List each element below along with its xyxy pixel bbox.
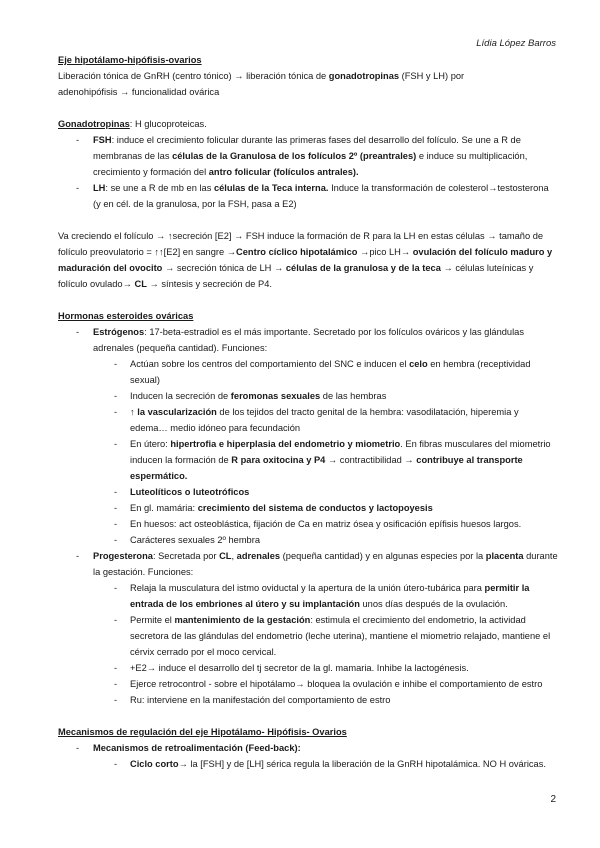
text-run: de las hembras [320, 391, 387, 401]
text-run: → la [FSH] y de [LH] sérica regula la liberación de la GnRH hipotalámica. NO H ováricas. [178, 759, 546, 769]
heading-gonadotropinas: Gonadotropinas [58, 119, 130, 129]
text-run: Induce la transformación de colesterol→testosterona (y en cél. de la granulosa, por la FSH, pasa a E2) [93, 183, 549, 209]
list-item-progesterona-f4: - Ejerce retrocontrol - sobre el hipotálamo→ bloquea la ovulación e inhibe el comportamiento de estro [114, 679, 543, 689]
bold-term: Centro cíclico hipotalámico [236, 247, 358, 257]
text-run: : estimula el crecimiento del endometrio, la actividad secretora de las glándulas del endometrio (leche uterina), mantiene el miometrio relajado, mantiene el cérvix cerrado por el moco cervical. [130, 615, 551, 657]
bold-term: CL [219, 551, 232, 561]
list-item-ciclo-corto: - Ciclo corto→ la [FSH] y de [LH] sérica regula la liberación de la GnRH hipotalámica. NO H ováricas. [114, 759, 546, 769]
list-item-estrogenos: - Estrógenos: 17-beta-estradiol es el más importante. Secretado por los folículos ováricos y las glándulas adrenales (pequeña cantidad). Funciones: [76, 327, 524, 353]
paragraph-gonadotropinas [58, 116, 558, 132]
text-run: Ru: interviene en la manifestación del comportamiento de estro [130, 695, 391, 705]
bold-term: la vascularización [137, 407, 217, 417]
bold-term: antro folicular (folículos antrales). [208, 167, 359, 177]
list-item-progesterona-f2: - Permite el mantenimiento de la gestación: estimula el crecimiento del endometrio, la actividad secretora de las glándulas del endometrio (leche uterina), mantiene el miometrio relajado, mantiene el cérvix cerrado por el moco cervical. [114, 615, 551, 657]
header-author: Lídia López Barros [476, 38, 556, 49]
bold-term: placenta [485, 551, 524, 561]
list-gonadotropinas [58, 132, 558, 212]
text-run: (FSH y LH) por [399, 71, 465, 81]
bold-term: feromonas sexuales [230, 391, 321, 401]
text-run: Va creciendo el folículo → ↑secreción [E2] → FSH induce la formación de R para la LH en estas células → tamaño de folículo preovulatorio = ↑↑[E2] en sangre → [58, 231, 544, 257]
text-run: : induce el crecimiento folicular durante las primeras fases del desarrollo del folículo. Se une a R de membranas de las [93, 135, 521, 161]
text-run: : H glucoproteicas. [129, 119, 207, 129]
text-run: → síntesis y secreción de P4. [146, 279, 272, 289]
bold-term: (preantrales) [359, 151, 417, 161]
text-run: durante la gestación. Funciones: [93, 551, 558, 577]
text-run: en hembra (receptividad sexual) [130, 359, 531, 385]
text-run: : se une a R de mb en las [105, 183, 214, 193]
paragraph-eje [58, 68, 558, 84]
list-item-fsh: - FSH: induce el crecimiento folicular durante las primeras fases del desarrollo del folículo. Se une a R de membranas de las células de la Granulosa de los folículos 2º (preantrales) e induce su multiplicación, crecimiento y formación del antro folicular (folículos antrales). [76, 135, 528, 177]
bold-term: Luteolíticos o luteotróficos [130, 487, 250, 497]
bold-term: mantenimiento de la gestación [174, 615, 311, 625]
text-run: (pequeña cantidad) y en algunas especies por la [280, 551, 486, 561]
bold-term: crecimiento del sistema de conductos y lactopoyesis [197, 503, 433, 513]
list-item-progesterona-f1: - Relaja la musculatura del istmo oviductal y la apertura de la unión útero-tubárica para permitir la entrada de los embriones al útero y su implantación unos días después de la ovulación. [114, 583, 530, 609]
bold-term: células de la granulosa y de la teca [285, 263, 441, 273]
list-item-estrogenos-f8: - Carácteres sexuales 2º hembra [114, 535, 260, 545]
paragraph-eje-2: adenohipófisis → funcionalidad ovárica [58, 87, 220, 97]
list-mecanismos [58, 740, 558, 772]
text-run: Relaja la musculatura del istmo oviductal y la apertura de la unión útero-tubárica para [130, 583, 485, 593]
list-item-lh: - LH: se une a R de mb en las células de la Teca interna. Induce la transformación de colesterol→testosterona (y en cél. de la granulosa, por la FSH, pasa a E2) [76, 183, 549, 209]
text-run: . En fibras musculares del miometrio inducen la formación de [130, 439, 551, 465]
document-body [58, 52, 558, 772]
bold-term: Ciclo corto [130, 759, 179, 769]
section-title-mecanismos: Mecanismos de regulación del eje Hipotálamo- Hipófisis- Ovarios [58, 727, 347, 737]
text-run: En huesos: act osteoblástica, fijación de Ca en matriz ósea y osificación epífisis huesos largos. [130, 519, 522, 529]
bold-term: celo [409, 359, 428, 369]
list-item-estrogenos-f4: - En útero: hipertrofia e hiperplasia del endometrio y miometrio. En fibras musculares del miometrio inducen la formación de R para oxitocina y P4 → contractibilidad → contribuye al transporte espermático. [114, 439, 551, 481]
text-run: Inducen la secreción de [130, 391, 231, 401]
text-run: : Secretada por [152, 551, 220, 561]
text-run: +E2→ induce el desarrollo del tj secretor de la gl. mamaria. Inhibe la lactogénesis. [130, 663, 469, 673]
bold-term: células de la Granulosa de los folículos 2º [172, 151, 358, 161]
text-run: unos días después de la ovulación. [359, 599, 508, 609]
bold-term: gonadotropinas [328, 71, 400, 81]
list-item-estrogenos-f3: - ↑ la vascularización de los tejidos del tracto genital de la hembra: vasodilatación, hiperemia y edema… medio idóneo para fecundación [114, 407, 519, 433]
text-run: →pico LH→ [357, 247, 413, 257]
list-item-progesterona: - Progesterona: Secretada por CL, adrenales (pequeña cantidad) y en algunas especies por la placenta durante la gestación. Funciones: [76, 551, 558, 577]
text-run: e induce su multiplicación, crecimiento y formación del [93, 151, 528, 177]
bold-term: CL [134, 279, 147, 289]
list-item-progesterona-f3: - +E2→ induce el desarrollo del tj secretor de la gl. mamaria. Inhibe la lactogénesis. [114, 663, 469, 673]
page-number: 2 [550, 794, 556, 805]
text-run: Permite el [130, 615, 175, 625]
text-run: ↑ [130, 407, 138, 417]
text-run: → contractibilidad → [325, 455, 417, 465]
list-item-estrogenos-f7: - En huesos: act osteoblástica, fijación de Ca en matriz ósea y osificación epífisis huesos largos. [114, 519, 522, 529]
text-run: Actúan sobre los centros del comportamiento del SNC e inducen el [130, 359, 410, 369]
text-run: de los tejidos del tracto genital de la hembra: vasodilatación, hiperemia y edema… medio idóneo para fecundación [130, 407, 519, 433]
bold-term: hipertrofia e hiperplasia del endometrio y miometrio [170, 439, 401, 449]
text-run: Liberación tónica de GnRH (centro tónico) → liberación tónica de [58, 71, 329, 81]
section-title-eje: Eje hipotálamo-hipófisis-ovarios [58, 55, 202, 65]
bold-term: permitir la entrada de los embriones al útero y su implantación [130, 583, 530, 609]
text-run: Ejerce retrocontrol - sobre el hipotálamo→ bloquea la ovulación e inhibe el comportamiento de estro [130, 679, 543, 689]
list-item-estrogenos-f1: - Actúan sobre los centros del comportamiento del SNC e inducen el celo en hembra (receptividad sexual) [114, 359, 531, 385]
list-item-estrogenos-f2: - Inducen la secreción de feromonas sexuales de las hembras [114, 391, 387, 401]
list-item-estrogenos-f6: - En gl. mamária: crecimiento del sistema de conductos y lactopoyesis [114, 503, 433, 513]
section-title-hormonas: Hormonas esteroides ováricas [58, 311, 194, 321]
paragraph-cycle [58, 228, 558, 292]
bold-term: FSH [93, 135, 112, 145]
text-run: → secreción tónica de LH → [162, 263, 286, 273]
list-hormonas [58, 324, 558, 708]
list-item-progesterona-f5: - Ru: interviene en la manifestación del comportamiento de estro [114, 695, 391, 705]
bold-term: adrenales [236, 551, 281, 561]
text-run: Carácteres sexuales 2º hembra [130, 535, 260, 545]
bold-term: R para oxitocina y P4 [231, 455, 326, 465]
bold-term: Mecanismos de retroalimentación (Feed-back): [93, 743, 301, 753]
bold-term: Progesterona [93, 551, 153, 561]
list-item-estrogenos-f5: - Luteolíticos o luteotróficos [114, 487, 250, 497]
list-item-retroalimentacion: - Mecanismos de retroalimentación (Feed-back): [76, 743, 301, 753]
bold-term: contribuye al transporte espermático. [130, 455, 523, 481]
bold-term: Estrógenos [93, 327, 145, 337]
text-run: → células luteínicas y folículo ovulado→ [58, 263, 534, 289]
bold-term: células de la Teca interna. [213, 183, 329, 193]
bold-term: ovulación del folículo maduro y maduración del ovocito [58, 247, 553, 273]
text-run: : 17-beta-estradiol es el más importante. Secretado por los folículos ováricos y las glándulas adrenales (pequeña cantidad). Funciones: [93, 327, 524, 353]
text-run: , [231, 551, 237, 561]
bold-term: LH [93, 183, 106, 193]
text-run: En útero: [130, 439, 171, 449]
text-run: En gl. mamária: [130, 503, 198, 513]
